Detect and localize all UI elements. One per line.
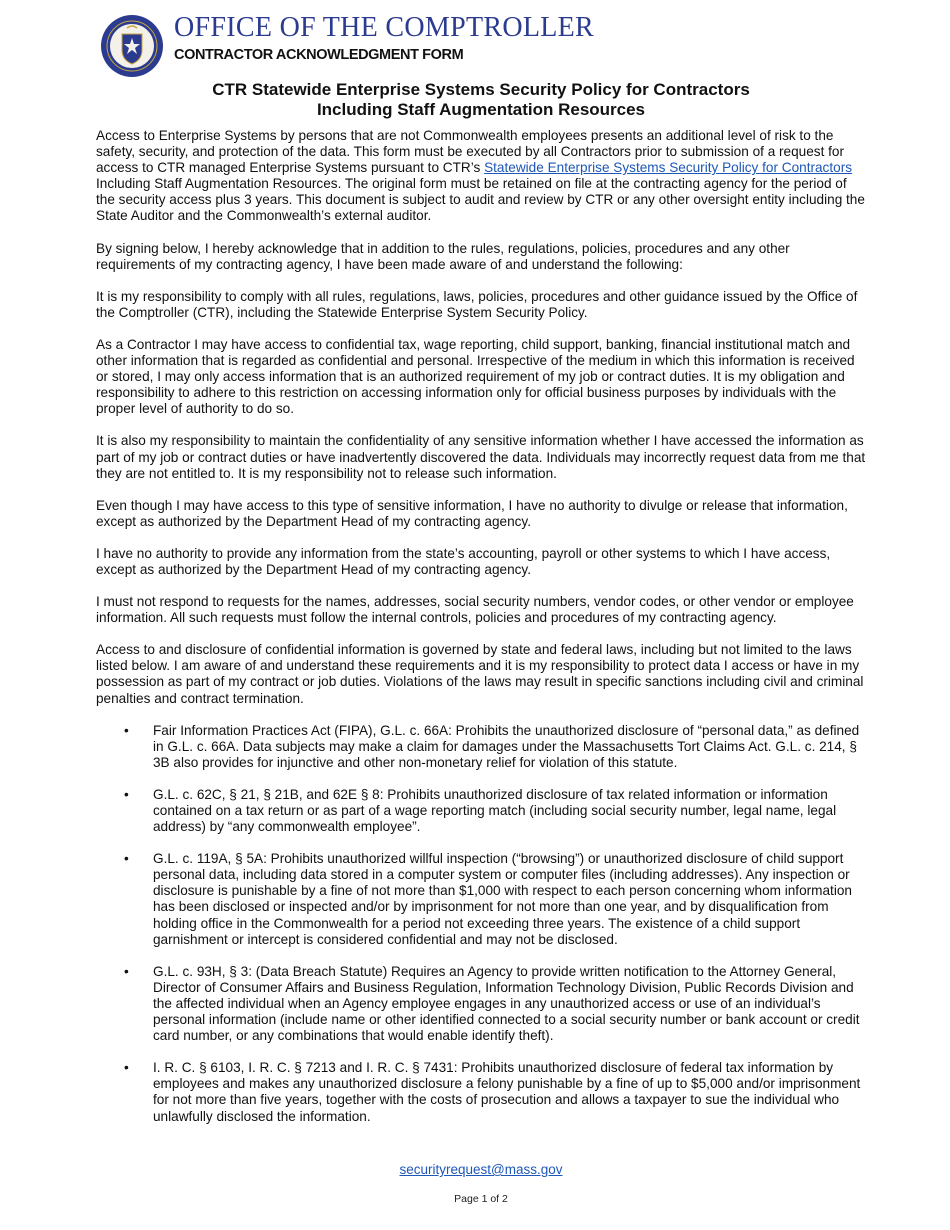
list-item <box>96 723 868 771</box>
security-policy-link[interactable]: Statewide Enterprise Systems Security Policy for Contractors <box>484 160 853 176</box>
document-title-line-2: Including Staff Augmentation Resources <box>316 100 646 119</box>
bullet-icon: • <box>124 1060 129 1076</box>
bullet-icon: • <box>124 722 129 738</box>
bullet-icon: • <box>124 786 129 802</box>
acknowledgment-paragraph: By signing below, I hereby acknowledge that in addition to the rules, regulations, policies, procedures and any other requirements of my contracting agency, I have been made aware of and understand the following: <box>96 240 790 272</box>
confidential-access-paragraph: As a Contractor I may have access to confidential tax, wage reporting, child support, banking, financial institutional match and other information that is regarded as confidential and personal. Irrespective of the medium in which this information is received or stored, I may only access information that is an authorized requirement of my job or contract duties. It is my obligation and responsibility to adhere to this restriction on accessing information only for official business purposes by individuals with the proper level of authority to do so. <box>96 336 855 417</box>
bullet-icon: • <box>124 851 129 867</box>
document-title-line-1: CTR Statewide Enterprise Systems Security Policy for Contractors <box>212 80 750 99</box>
law-text: G.L. c. 93H, § 3: (Data Breach Statute) Requires an Agency to provide written notification to the Attorney General, Director of Consumer Affairs and Business Regulation, Information Technology Division, Public Records Division and the affected individual when an Agency employee engages in any unauthorized access or use of an individual’s personal information (include name or other identified connected to a social security number or bank account or credit card number, or any combinations that would enable identify theft). <box>153 963 860 1044</box>
list-item <box>96 1060 868 1124</box>
form-title: CONTRACTOR ACKNOWLEDGMENT FORM <box>174 47 464 63</box>
laws-list <box>96 723 868 1125</box>
page-number: Page 1 of 2 <box>454 1193 508 1205</box>
law-text: I. R. C. § 6103, I. R. C. § 7213 and I. R. C. § 7431: Prohibits unauthorized disclosure of federal tax information by employees and makes any unauthorized disclosure a felony punishable by a fine of up to $5,000 and/or imprisonment for not more than five years, together with the costs of prosecution and allows a taxpayer to sue the individual who unlawfully disclosed the information. <box>153 1060 861 1124</box>
list-item <box>96 851 868 948</box>
footer-email-link[interactable]: securityrequest@mass.gov <box>399 1162 563 1177</box>
law-text: G.L. c. 119A, § 5A: Prohibits unauthorized willful inspection (“browsing”) or unauthorized disclosure of child support personal data, including data stored in a computer system or computer files (including addresses). Any inspection or disclosure is punishable by a fine of not more than $1,000 with respect to each person concerning whom information has been disclosed or inspected and/or by imprisonment for not more than one year, and by disqualification from holding office in the Commonwealth for a period not exceeding three years. The existence of a child support garnishment or intercept is considered confidential and may not be disclosed. <box>153 851 852 947</box>
intro-text-end: Including Staff Augmentation Resources. The original form must be retained on file at the contracting agency for the period of the security access plus 3 years. This document is subject to audit and review by CTR or any other oversight entity including the State Auditor and the Commonwealth’s external auditor. <box>96 176 865 224</box>
no-provide-paragraph: I have no authority to provide any information from the state’s accounting, payroll or other systems to which I have access, except as authorized by the Department Head of my contracting agency. <box>96 545 831 577</box>
no-respond-paragraph: I must not respond to requests for the names, addresses, social security numbers, vendor codes, or other vendor or employee information. All such requests must follow the internal controls, policies and procedures of my contracting agency. <box>96 594 854 626</box>
document-title <box>96 80 866 120</box>
intro-text-start: Access to Enterprise Systems by persons that are not Commonwealth employees presents an additional level of risk to the safety, security, and protection of the data. This form must be executed by all Contractors prior to submission of a request for access to CTR managed Enterprise Systems pursuant to CTR’s <box>96 128 845 176</box>
law-text: G.L. c. 62C, § 21, § 21B, and 62E § 8: Prohibits unauthorized disclosure of tax related information or information contained on a tax return or as part of a wage reporting match (including social security number, legal name, legal address) by “any commonwealth employee”. <box>153 786 837 835</box>
law-text: Fair Information Practices Act (FIPA), G.L. c. 66A: Prohibits the unauthorized disclosure of “personal data,” as defined in G.L. c. 66A. Data subjects may make a claim for damages under the Massachusetts Tort Claims Act. G.L. c. 214, § 3B also provides for injunctive and other non-monetary relief for violation of this statute. <box>153 722 860 770</box>
document-body <box>96 128 868 1141</box>
office-title: OFFICE OF THE COMPTROLLER <box>174 12 595 43</box>
laws-intro-paragraph: Access to and disclosure of confidential information is governed by state and federal laws, including but not limited to the laws listed below. I am aware of and understand these requirements and it is my responsibility to protect data I access or have in my possession as part of my contract or job duties. Violations of the laws may result in specific sanctions including civil and criminal penalties and contract termination. <box>96 642 864 706</box>
list-item <box>96 787 868 835</box>
list-item <box>96 964 868 1044</box>
compliance-paragraph: It is my responsibility to comply with all rules, regulations, laws, policies, procedures and other guidance issued by the Office of the Comptroller (CTR), including the Statewide Enterprise System Security Policy. <box>96 288 858 320</box>
intro-paragraph <box>96 128 868 225</box>
bullet-icon: • <box>124 963 129 979</box>
massachusetts-seal-icon <box>100 14 164 78</box>
confidentiality-paragraph: It is also my responsibility to maintain the confidentiality of any sensitive information whether I have accessed the information as part of my job or contract duties or have inadvertently discovered the data. Individuals may incorrectly request data from me that they are not entitled to. It is my responsibility not to release such information. <box>96 433 866 481</box>
no-divulge-paragraph: Even though I may have access to this type of sensitive information, I have no authority to divulge or release that information, except as authorized by the Department Head of my contracting agency. <box>96 497 848 529</box>
